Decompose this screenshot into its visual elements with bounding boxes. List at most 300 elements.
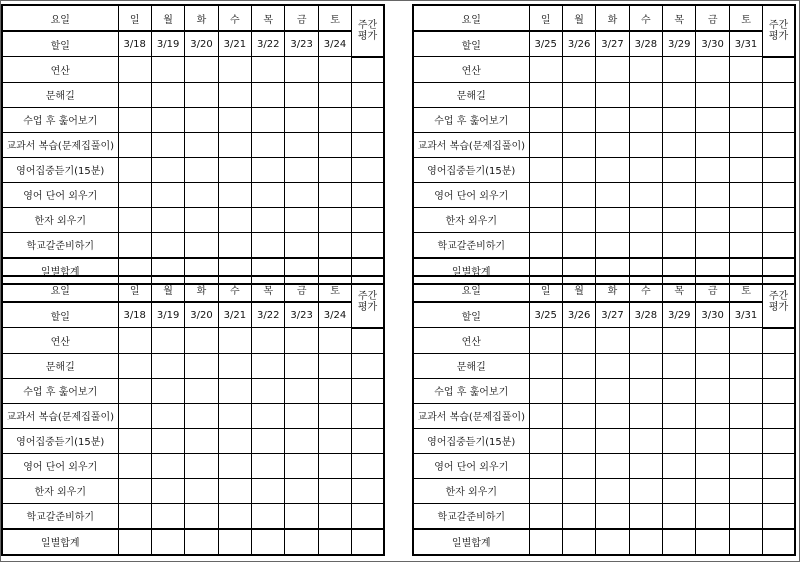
check-cell[interactable] <box>218 182 251 207</box>
date-header: 3/28 <box>629 31 662 57</box>
daily-total-cell[interactable] <box>529 529 562 555</box>
check-cell[interactable] <box>696 503 729 529</box>
check-cell[interactable] <box>696 82 729 107</box>
day-label: 요일 <box>413 276 529 302</box>
check-cell[interactable] <box>696 478 729 503</box>
task-row <box>2 232 384 258</box>
check-cell[interactable] <box>529 353 562 378</box>
check-cell[interactable] <box>285 132 318 157</box>
check-cell[interactable] <box>696 353 729 378</box>
check-cell[interactable] <box>118 328 151 354</box>
check-cell[interactable] <box>185 503 218 529</box>
check-cell[interactable] <box>318 378 351 403</box>
check-cell[interactable] <box>285 207 318 232</box>
check-cell[interactable] <box>663 182 696 207</box>
check-cell[interactable] <box>562 353 595 378</box>
check-cell[interactable] <box>729 478 762 503</box>
check-cell[interactable] <box>629 232 662 258</box>
daily-total-cell[interactable] <box>596 529 629 555</box>
check-cell[interactable] <box>729 378 762 403</box>
task-label: 학교갈준비하기 <box>413 232 529 258</box>
task-row <box>413 403 795 428</box>
weekly-eval-cell[interactable] <box>352 132 384 157</box>
check-cell[interactable] <box>629 328 662 354</box>
check-cell[interactable] <box>729 453 762 478</box>
check-cell[interactable] <box>529 132 562 157</box>
weekly-eval-cell[interactable] <box>352 107 384 132</box>
check-cell[interactable] <box>285 328 318 354</box>
check-cell[interactable] <box>218 378 251 403</box>
check-cell[interactable] <box>596 57 629 83</box>
check-cell[interactable] <box>218 353 251 378</box>
check-cell[interactable] <box>318 428 351 453</box>
check-cell[interactable] <box>696 378 729 403</box>
check-cell[interactable] <box>252 82 285 107</box>
check-cell[interactable] <box>218 453 251 478</box>
check-cell[interactable] <box>729 182 762 207</box>
daily-total-cell[interactable] <box>252 529 285 555</box>
check-cell[interactable] <box>118 182 151 207</box>
check-cell[interactable] <box>729 353 762 378</box>
daily-total-cell[interactable] <box>729 529 762 555</box>
check-cell[interactable] <box>185 428 218 453</box>
check-cell[interactable] <box>729 57 762 83</box>
check-cell[interactable] <box>185 182 218 207</box>
check-cell[interactable] <box>185 132 218 157</box>
check-cell[interactable] <box>118 478 151 503</box>
check-cell[interactable] <box>218 403 251 428</box>
weekly-eval-cell[interactable] <box>763 353 795 378</box>
check-cell[interactable] <box>696 207 729 232</box>
check-cell[interactable] <box>185 403 218 428</box>
check-cell[interactable] <box>562 157 595 182</box>
check-cell[interactable] <box>562 428 595 453</box>
check-cell[interactable] <box>529 207 562 232</box>
check-cell[interactable] <box>151 378 184 403</box>
check-cell[interactable] <box>151 478 184 503</box>
daily-total-cell[interactable] <box>285 529 318 555</box>
check-cell[interactable] <box>285 232 318 258</box>
check-cell[interactable] <box>151 503 184 529</box>
check-cell[interactable] <box>596 403 629 428</box>
check-cell[interactable] <box>151 403 184 428</box>
weekly-eval-cell[interactable] <box>352 232 384 258</box>
check-cell[interactable] <box>285 403 318 428</box>
check-cell[interactable] <box>562 503 595 529</box>
check-cell[interactable] <box>118 157 151 182</box>
check-cell[interactable] <box>252 378 285 403</box>
weekly-eval-cell[interactable] <box>763 478 795 503</box>
check-cell[interactable] <box>729 428 762 453</box>
check-cell[interactable] <box>729 328 762 354</box>
check-cell[interactable] <box>529 232 562 258</box>
check-cell[interactable] <box>285 478 318 503</box>
check-cell[interactable] <box>285 353 318 378</box>
check-cell[interactable] <box>529 453 562 478</box>
daily-total-cell[interactable] <box>562 529 595 555</box>
weekday-header: 화 <box>596 276 629 302</box>
check-cell[interactable] <box>729 132 762 157</box>
check-cell[interactable] <box>562 328 595 354</box>
todo-label: 할일 <box>2 302 118 328</box>
weekly-eval-cell[interactable] <box>352 428 384 453</box>
check-cell[interactable] <box>318 328 351 354</box>
check-cell[interactable] <box>285 157 318 182</box>
check-cell[interactable] <box>696 453 729 478</box>
check-cell[interactable] <box>218 107 251 132</box>
weekly-eval-header: 주간 평가 <box>763 5 795 57</box>
check-cell[interactable] <box>285 503 318 529</box>
check-cell[interactable] <box>285 378 318 403</box>
weekly-eval-cell[interactable] <box>352 182 384 207</box>
check-cell[interactable] <box>252 107 285 132</box>
weekly-eval-cell[interactable] <box>352 503 384 529</box>
check-cell[interactable] <box>252 353 285 378</box>
check-cell[interactable] <box>562 132 595 157</box>
weekly-eval-cell[interactable] <box>763 82 795 107</box>
weekly-eval-cell[interactable] <box>763 403 795 428</box>
check-cell[interactable] <box>629 403 662 428</box>
task-row <box>2 378 384 403</box>
weekday-header: 금 <box>696 276 729 302</box>
check-cell[interactable] <box>663 403 696 428</box>
check-cell[interactable] <box>529 378 562 403</box>
check-cell[interactable] <box>663 82 696 107</box>
date-header: 3/23 <box>285 302 318 328</box>
check-cell[interactable] <box>318 82 351 107</box>
check-cell[interactable] <box>529 157 562 182</box>
check-cell[interactable] <box>151 207 184 232</box>
weekly-eval-cell[interactable] <box>763 529 795 555</box>
check-cell[interactable] <box>729 207 762 232</box>
check-cell[interactable] <box>118 232 151 258</box>
weekly-eval-cell[interactable] <box>763 132 795 157</box>
check-cell[interactable] <box>118 353 151 378</box>
check-cell[interactable] <box>629 157 662 182</box>
check-cell[interactable] <box>596 328 629 354</box>
check-cell[interactable] <box>663 57 696 83</box>
check-cell[interactable] <box>252 232 285 258</box>
weekday-header: 토 <box>318 276 351 302</box>
check-cell[interactable] <box>285 182 318 207</box>
check-cell[interactable] <box>596 453 629 478</box>
check-cell[interactable] <box>118 403 151 428</box>
check-cell[interactable] <box>696 57 729 83</box>
weekly-eval-cell[interactable] <box>763 182 795 207</box>
check-cell[interactable] <box>118 57 151 83</box>
check-cell[interactable] <box>218 328 251 354</box>
check-cell[interactable] <box>185 232 218 258</box>
daily-total-cell[interactable] <box>318 529 351 555</box>
check-cell[interactable] <box>118 378 151 403</box>
check-cell[interactable] <box>562 378 595 403</box>
weekly-eval-cell[interactable] <box>763 328 795 354</box>
task-label: 학교갈준비하기 <box>413 503 529 529</box>
check-cell[interactable] <box>318 182 351 207</box>
check-cell[interactable] <box>729 503 762 529</box>
check-cell[interactable] <box>318 403 351 428</box>
check-cell[interactable] <box>318 503 351 529</box>
check-cell[interactable] <box>285 428 318 453</box>
check-cell[interactable] <box>218 478 251 503</box>
check-cell[interactable] <box>562 182 595 207</box>
check-cell[interactable] <box>663 353 696 378</box>
weekly-eval-cell[interactable] <box>763 157 795 182</box>
check-cell[interactable] <box>596 132 629 157</box>
check-cell[interactable] <box>629 378 662 403</box>
check-cell[interactable] <box>663 207 696 232</box>
check-cell[interactable] <box>596 207 629 232</box>
todo-label: 할일 <box>413 302 529 328</box>
date-header: 3/22 <box>252 302 285 328</box>
check-cell[interactable] <box>529 182 562 207</box>
check-cell[interactable] <box>285 453 318 478</box>
weekly-eval-cell[interactable] <box>352 478 384 503</box>
check-cell[interactable] <box>118 132 151 157</box>
weekly-eval-cell[interactable] <box>352 378 384 403</box>
check-cell[interactable] <box>151 132 184 157</box>
weekly-eval-cell[interactable] <box>352 157 384 182</box>
check-cell[interactable] <box>729 403 762 428</box>
check-cell[interactable] <box>629 107 662 132</box>
check-cell[interactable] <box>529 403 562 428</box>
check-cell[interactable] <box>252 453 285 478</box>
check-cell[interactable] <box>285 107 318 132</box>
weekly-eval-cell[interactable] <box>352 529 384 555</box>
check-cell[interactable] <box>318 107 351 132</box>
weekly-eval-cell[interactable] <box>763 503 795 529</box>
date-header-row <box>2 31 384 57</box>
check-cell[interactable] <box>596 107 629 132</box>
check-cell[interactable] <box>285 57 318 83</box>
check-cell[interactable] <box>629 453 662 478</box>
check-cell[interactable] <box>252 403 285 428</box>
weekly-eval-cell[interactable] <box>763 232 795 258</box>
daily-total-cell[interactable] <box>218 529 251 555</box>
check-cell[interactable] <box>185 478 218 503</box>
check-cell[interactable] <box>562 403 595 428</box>
weekly-eval-cell[interactable] <box>352 207 384 232</box>
check-cell[interactable] <box>629 503 662 529</box>
check-cell[interactable] <box>218 428 251 453</box>
check-cell[interactable] <box>729 82 762 107</box>
check-cell[interactable] <box>252 328 285 354</box>
weekly-eval-cell[interactable] <box>352 57 384 83</box>
check-cell[interactable] <box>118 107 151 132</box>
check-cell[interactable] <box>696 328 729 354</box>
check-cell[interactable] <box>663 232 696 258</box>
check-cell[interactable] <box>151 353 184 378</box>
check-cell[interactable] <box>696 132 729 157</box>
check-cell[interactable] <box>252 478 285 503</box>
check-cell[interactable] <box>663 453 696 478</box>
check-cell[interactable] <box>252 157 285 182</box>
check-cell[interactable] <box>629 82 662 107</box>
check-cell[interactable] <box>529 478 562 503</box>
check-cell[interactable] <box>663 157 696 182</box>
check-cell[interactable] <box>252 503 285 529</box>
check-cell[interactable] <box>663 428 696 453</box>
check-cell[interactable] <box>562 107 595 132</box>
check-cell[interactable] <box>562 207 595 232</box>
check-cell[interactable] <box>629 478 662 503</box>
check-cell[interactable] <box>596 353 629 378</box>
check-cell[interactable] <box>151 428 184 453</box>
check-cell[interactable] <box>218 82 251 107</box>
check-cell[interactable] <box>185 207 218 232</box>
check-cell[interactable] <box>318 453 351 478</box>
check-cell[interactable] <box>218 57 251 83</box>
check-cell[interactable] <box>218 132 251 157</box>
check-cell[interactable] <box>252 57 285 83</box>
check-cell[interactable] <box>596 232 629 258</box>
check-cell[interactable] <box>151 182 184 207</box>
check-cell[interactable] <box>151 232 184 258</box>
check-cell[interactable] <box>185 157 218 182</box>
check-cell[interactable] <box>696 182 729 207</box>
check-cell[interactable] <box>696 107 729 132</box>
check-cell[interactable] <box>729 107 762 132</box>
check-cell[interactable] <box>252 132 285 157</box>
check-cell[interactable] <box>529 57 562 83</box>
check-cell[interactable] <box>252 182 285 207</box>
weekly-eval-cell[interactable] <box>763 107 795 132</box>
check-cell[interactable] <box>285 82 318 107</box>
check-cell[interactable] <box>696 403 729 428</box>
check-cell[interactable] <box>151 328 184 354</box>
weekly-eval-cell[interactable] <box>352 403 384 428</box>
check-cell[interactable] <box>185 328 218 354</box>
check-cell[interactable] <box>696 232 729 258</box>
check-cell[interactable] <box>151 82 184 107</box>
daily-total-cell[interactable] <box>118 529 151 555</box>
check-cell[interactable] <box>151 453 184 478</box>
check-cell[interactable] <box>318 232 351 258</box>
check-cell[interactable] <box>629 132 662 157</box>
check-cell[interactable] <box>218 207 251 232</box>
weekly-eval-cell[interactable] <box>352 328 384 354</box>
check-cell[interactable] <box>663 328 696 354</box>
check-cell[interactable] <box>151 157 184 182</box>
date-header: 3/20 <box>185 302 218 328</box>
check-cell[interactable] <box>596 378 629 403</box>
check-cell[interactable] <box>629 57 662 83</box>
check-cell[interactable] <box>663 132 696 157</box>
check-cell[interactable] <box>218 503 251 529</box>
check-cell[interactable] <box>118 453 151 478</box>
check-cell[interactable] <box>185 378 218 403</box>
check-cell[interactable] <box>318 478 351 503</box>
check-cell[interactable] <box>663 503 696 529</box>
check-cell[interactable] <box>318 57 351 83</box>
check-cell[interactable] <box>318 353 351 378</box>
check-cell[interactable] <box>596 82 629 107</box>
check-cell[interactable] <box>118 207 151 232</box>
check-cell[interactable] <box>252 207 285 232</box>
check-cell[interactable] <box>185 353 218 378</box>
check-cell[interactable] <box>318 207 351 232</box>
check-cell[interactable] <box>663 378 696 403</box>
weekly-eval-cell[interactable] <box>763 57 795 83</box>
check-cell[interactable] <box>151 107 184 132</box>
check-cell[interactable] <box>729 157 762 182</box>
daily-total-cell[interactable] <box>696 529 729 555</box>
check-cell[interactable] <box>529 328 562 354</box>
check-cell[interactable] <box>252 428 285 453</box>
weekly-eval-header: 주간 평가 <box>763 276 795 328</box>
check-cell[interactable] <box>185 82 218 107</box>
check-cell[interactable] <box>151 57 184 83</box>
check-cell[interactable] <box>729 232 762 258</box>
daily-total-cell[interactable] <box>629 529 662 555</box>
task-row <box>2 428 384 453</box>
check-cell[interactable] <box>318 157 351 182</box>
check-cell[interactable] <box>529 82 562 107</box>
check-cell[interactable] <box>596 157 629 182</box>
check-cell[interactable] <box>218 232 251 258</box>
check-cell[interactable] <box>663 107 696 132</box>
date-header: 3/25 <box>529 31 562 57</box>
weekly-eval-cell[interactable] <box>763 428 795 453</box>
weekday-header-row <box>2 276 384 302</box>
check-cell[interactable] <box>629 207 662 232</box>
task-label: 연산 <box>413 57 529 83</box>
check-cell[interactable] <box>596 182 629 207</box>
weekly-eval-cell[interactable] <box>763 378 795 403</box>
daily-total-cell[interactable] <box>185 529 218 555</box>
task-label: 연산 <box>2 57 118 83</box>
check-cell[interactable] <box>562 478 595 503</box>
check-cell[interactable] <box>118 503 151 529</box>
task-label: 한자 외우기 <box>2 207 118 232</box>
weekly-eval-cell[interactable] <box>352 453 384 478</box>
check-cell[interactable] <box>218 157 251 182</box>
check-cell[interactable] <box>185 57 218 83</box>
task-label: 문해길 <box>2 353 118 378</box>
check-cell[interactable] <box>529 428 562 453</box>
check-cell[interactable] <box>529 503 562 529</box>
check-cell[interactable] <box>562 232 595 258</box>
weekly-eval-cell[interactable] <box>352 82 384 107</box>
check-cell[interactable] <box>696 157 729 182</box>
daily-total-cell[interactable] <box>151 529 184 555</box>
task-label: 교과서 복습(문제집풀이) <box>2 403 118 428</box>
weekly-eval-cell[interactable] <box>352 353 384 378</box>
check-cell[interactable] <box>696 428 729 453</box>
check-cell[interactable] <box>562 82 595 107</box>
check-cell[interactable] <box>529 107 562 132</box>
check-cell[interactable] <box>629 182 662 207</box>
check-cell[interactable] <box>562 453 595 478</box>
weekly-eval-cell[interactable] <box>763 207 795 232</box>
check-cell[interactable] <box>118 82 151 107</box>
task-label: 학교갈준비하기 <box>2 503 118 529</box>
check-cell[interactable] <box>629 353 662 378</box>
check-cell[interactable] <box>663 478 696 503</box>
weekly-eval-cell[interactable] <box>763 453 795 478</box>
check-cell[interactable] <box>185 107 218 132</box>
check-cell[interactable] <box>629 428 662 453</box>
check-cell[interactable] <box>596 503 629 529</box>
weekday-header: 목 <box>663 276 696 302</box>
check-cell[interactable] <box>596 428 629 453</box>
check-cell[interactable] <box>318 132 351 157</box>
check-cell[interactable] <box>562 57 595 83</box>
check-cell[interactable] <box>596 478 629 503</box>
check-cell[interactable] <box>118 428 151 453</box>
check-cell[interactable] <box>185 453 218 478</box>
daily-total-cell[interactable] <box>663 529 696 555</box>
